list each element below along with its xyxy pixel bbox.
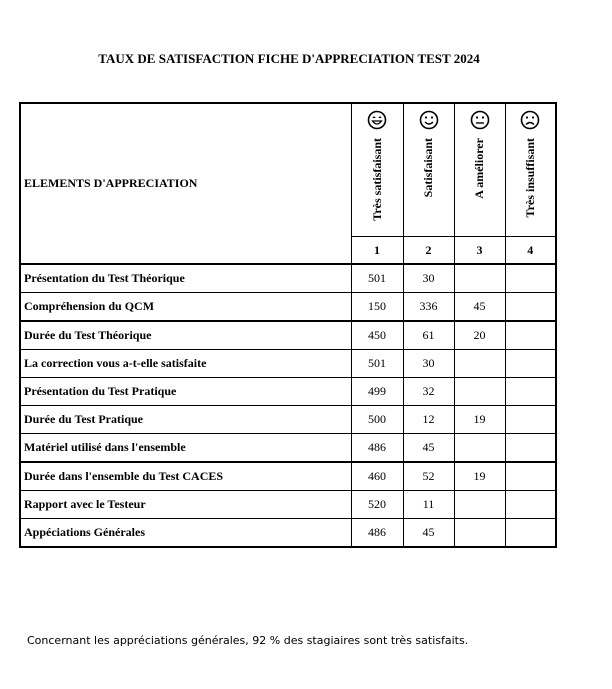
cell-satisfied: 32 [403,378,454,406]
cell-very-satisfied: 150 [351,293,403,322]
header-label: ELEMENTS D'APPRECIATION [20,103,351,264]
cell-to-improve [454,491,505,519]
column-label-satisfied: Satisfaisant [421,138,435,198]
table-row [20,519,556,548]
happy-face-icon [419,110,439,130]
cell-satisfied: 45 [403,434,454,463]
cell-very-insufficient [505,406,556,434]
document-title: TAUX DE SATISFACTION FICHE D'APPRECIATION TEST 2024 [98,51,480,66]
cell-to-improve: 19 [454,406,505,434]
cell-satisfied: 336 [403,293,454,322]
cell-to-improve [454,378,505,406]
table-row [20,462,556,491]
cell-very-satisfied: 520 [351,491,403,519]
column-number: 2 [403,237,454,265]
table-row [20,406,556,434]
cell-satisfied: 45 [403,519,454,548]
column-label-very-satisfied: Très satisfaisant [369,138,384,221]
cell-satisfied: 11 [403,491,454,519]
column-header-satisfied [403,103,454,237]
column-number: 4 [505,237,556,265]
cell-very-satisfied: 460 [351,462,403,491]
cell-very-insufficient [505,491,556,519]
row-label: Rapport avec le Testeur [20,491,351,519]
row-label: La correction vous a-t-elle satisfaite [20,350,351,378]
cell-to-improve [454,264,505,293]
row-label: Compréhension du QCM [20,293,351,322]
cell-very-satisfied: 501 [351,264,403,293]
column-header-to-improve [454,103,505,237]
appreciation-table [19,102,557,548]
cell-very-insufficient [505,378,556,406]
sad-face-icon [520,110,540,130]
table-row [20,434,556,463]
row-label: Durée du Test Théorique [20,321,351,350]
cell-very-insufficient [505,264,556,293]
table-row [20,350,556,378]
cell-to-improve: 19 [454,462,505,491]
header-row [20,103,556,237]
cell-to-improve [454,350,505,378]
row-label: Appéciations Générales [20,519,351,548]
column-number: 1 [351,237,403,265]
table-row [20,491,556,519]
footnote: Concernant les appréciations générales, 92 % des stagiaires sont très satisfaits. [27,634,469,647]
column-label-very-insufficient: Très insuffisant [522,138,537,218]
cell-very-satisfied: 501 [351,350,403,378]
very-happy-face-icon [367,110,387,130]
column-number: 3 [454,237,505,265]
table-row [20,321,556,350]
column-header-very-satisfied [351,103,403,237]
column-label-to-improve: A améliorer [472,138,486,199]
table-row [20,378,556,406]
cell-very-satisfied: 500 [351,406,403,434]
cell-satisfied: 12 [403,406,454,434]
cell-to-improve [454,434,505,463]
cell-very-satisfied: 450 [351,321,403,350]
column-header-very-insufficient [505,103,556,237]
cell-very-insufficient [505,434,556,463]
row-label: Présentation du Test Pratique [20,378,351,406]
row-label: Durée dans l'ensemble du Test CACES [20,462,351,491]
cell-very-insufficient [505,293,556,322]
table-row [20,264,556,293]
cell-very-satisfied: 486 [351,519,403,548]
cell-very-insufficient [505,519,556,548]
cell-to-improve [454,519,505,548]
row-label: Durée du Test Pratique [20,406,351,434]
neutral-face-icon [470,110,490,130]
cell-to-improve: 20 [454,321,505,350]
row-label: Matériel utilisé dans l'ensemble [20,434,351,463]
cell-satisfied: 30 [403,264,454,293]
cell-very-insufficient [505,321,556,350]
row-label: Présentation du Test Théorique [20,264,351,293]
cell-to-improve: 45 [454,293,505,322]
table-row [20,293,556,322]
cell-very-satisfied: 486 [351,434,403,463]
cell-very-insufficient [505,350,556,378]
cell-very-satisfied: 499 [351,378,403,406]
cell-satisfied: 52 [403,462,454,491]
cell-very-insufficient [505,462,556,491]
cell-satisfied: 61 [403,321,454,350]
cell-satisfied: 30 [403,350,454,378]
